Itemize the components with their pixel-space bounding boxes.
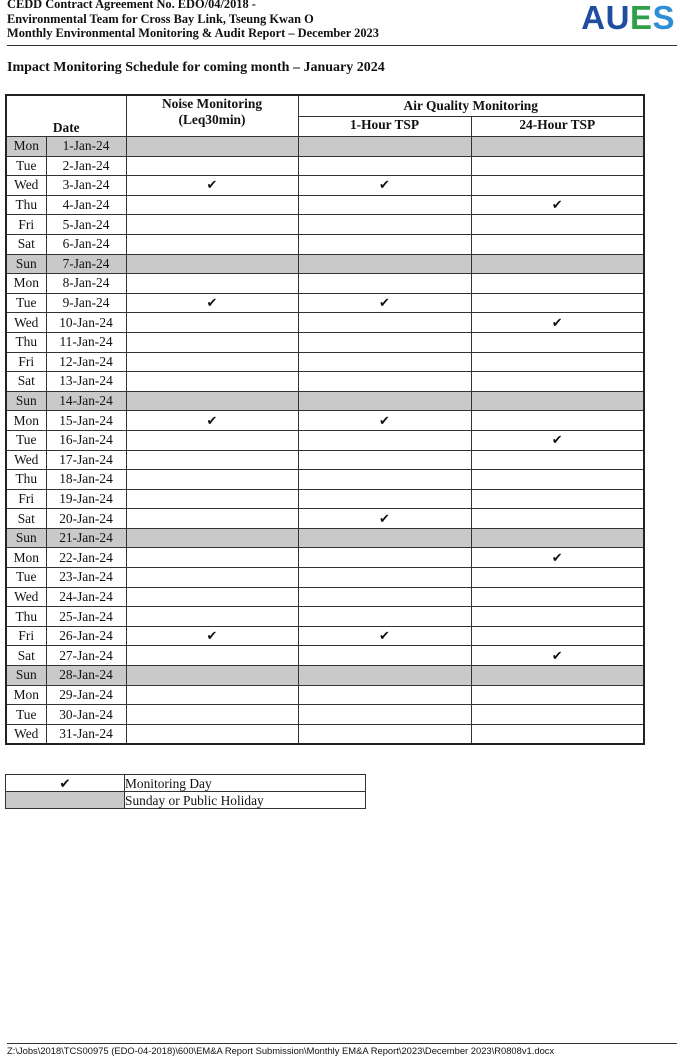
table-row <box>6 646 644 666</box>
day-cell: Sun <box>6 254 46 274</box>
date-cell: 1-Jan-24 <box>46 137 126 157</box>
noise-cell <box>126 274 298 294</box>
tsp24-cell <box>471 137 644 157</box>
day-cell: Wed <box>6 313 46 333</box>
tsp24-cell <box>471 156 644 176</box>
tsp1-cell <box>298 430 471 450</box>
tsp24-cell <box>471 215 644 235</box>
day-cell: Mon <box>6 685 46 705</box>
day-cell: Thu <box>6 607 46 627</box>
tsp24-cell <box>471 489 644 509</box>
legend-table <box>5 774 366 809</box>
date-cell: 29-Jan-24 <box>46 685 126 705</box>
day-cell: Tue <box>6 430 46 450</box>
date-cell: 17-Jan-24 <box>46 450 126 470</box>
date-cell: 23-Jan-24 <box>46 568 126 588</box>
day-cell: Thu <box>6 470 46 490</box>
legend-check-symbol: ✔ <box>6 775 125 792</box>
noise-cell <box>126 509 298 529</box>
tsp24-cell <box>471 528 644 548</box>
date-cell: 12-Jan-24 <box>46 352 126 372</box>
tsp1-cell <box>298 666 471 686</box>
day-cell: Tue <box>6 568 46 588</box>
tsp24-cell <box>471 450 644 470</box>
noise-cell <box>126 411 298 431</box>
table-row <box>6 352 644 372</box>
date-cell: 28-Jan-24 <box>46 666 126 686</box>
check-mark-icon: ✔ <box>206 177 218 193</box>
day-cell: Tue <box>6 156 46 176</box>
table-row <box>6 372 644 392</box>
day-cell: Thu <box>6 332 46 352</box>
monitoring-schedule-table <box>5 94 645 745</box>
day-cell: Mon <box>6 137 46 157</box>
noise-cell <box>126 450 298 470</box>
date-cell: 3-Jan-24 <box>46 176 126 196</box>
tsp1-cell <box>298 313 471 333</box>
date-cell: 20-Jan-24 <box>46 509 126 529</box>
header-text <box>7 0 379 41</box>
day-cell: Sun <box>6 528 46 548</box>
day-cell: Mon <box>6 411 46 431</box>
table-row <box>6 137 644 157</box>
tsp1-cell <box>298 391 471 411</box>
date-cell: 5-Jan-24 <box>46 215 126 235</box>
tsp1-cell <box>298 705 471 725</box>
tsp24-cell <box>471 254 644 274</box>
date-column-header: Date <box>6 95 126 137</box>
date-cell: 25-Jan-24 <box>46 607 126 627</box>
table-row <box>6 234 644 254</box>
check-mark-icon: ✔ <box>379 510 390 526</box>
check-mark-icon: ✔ <box>379 177 390 193</box>
day-cell: Wed <box>6 587 46 607</box>
tsp24-cell <box>471 705 644 725</box>
aues-logo: AUES <box>581 0 675 36</box>
table-row <box>6 666 644 686</box>
table-row <box>6 528 644 548</box>
noise-cell <box>126 528 298 548</box>
check-mark-icon: ✔ <box>551 314 563 330</box>
tsp24-cell <box>471 391 644 411</box>
tsp24-cell <box>471 548 644 568</box>
day-cell: Fri <box>6 352 46 372</box>
section-title: Impact Monitoring Schedule for coming month – January 2024 <box>7 60 385 75</box>
noise-column-header <box>126 95 298 137</box>
check-mark-icon: ✔ <box>551 549 563 565</box>
check-mark-icon: ✔ <box>206 412 218 428</box>
tsp-24hour-header: 24-Hour TSP <box>471 116 644 137</box>
tsp1-cell <box>298 548 471 568</box>
noise-cell <box>126 489 298 509</box>
noise-cell <box>126 234 298 254</box>
date-cell: 2-Jan-24 <box>46 156 126 176</box>
check-mark-icon: ✔ <box>206 295 218 311</box>
tsp1-cell <box>298 489 471 509</box>
header-line-1: CEDD Contract Agreement No. EDO/04/2018 - <box>7 0 256 11</box>
footer-file-path: Z:\Jobs\2018\TCS00975 (EDO-04-2018)\600\EM&A Report Submission\Monthly EM&A Report\2023\December 2023\R0808v1.docx <box>7 1045 555 1056</box>
table-row <box>6 607 644 627</box>
table-row <box>6 685 644 705</box>
tsp1-cell <box>298 332 471 352</box>
date-cell: 21-Jan-24 <box>46 528 126 548</box>
date-cell: 13-Jan-24 <box>46 372 126 392</box>
tsp1-cell <box>298 568 471 588</box>
noise-cell <box>126 391 298 411</box>
noise-cell <box>126 254 298 274</box>
day-cell: Sat <box>6 372 46 392</box>
day-cell: Thu <box>6 195 46 215</box>
noise-header-line1: Noise Monitoring <box>161 96 263 111</box>
table-row <box>6 332 644 352</box>
noise-cell <box>126 724 298 744</box>
tsp24-cell <box>471 607 644 627</box>
header-line-2: Environmental Team for Cross Bay Link, Tseung Kwan O <box>7 11 314 26</box>
day-cell: Wed <box>6 450 46 470</box>
day-cell: Sat <box>6 234 46 254</box>
table-row <box>6 705 644 725</box>
tsp1-cell <box>298 685 471 705</box>
noise-header-line2: (Leq30min) <box>178 112 246 127</box>
table-row <box>6 293 644 313</box>
legend-monitoring-day: Monitoring Day <box>125 775 366 792</box>
noise-cell <box>126 685 298 705</box>
date-cell: 24-Jan-24 <box>46 587 126 607</box>
tsp1-cell <box>298 234 471 254</box>
tsp24-cell <box>471 195 644 215</box>
noise-cell <box>126 293 298 313</box>
tsp1-cell <box>298 509 471 529</box>
tsp1-cell <box>298 156 471 176</box>
day-cell: Sat <box>6 509 46 529</box>
day-cell: Tue <box>6 705 46 725</box>
tsp24-cell <box>471 666 644 686</box>
check-mark-icon: ✔ <box>379 295 390 311</box>
table-row <box>6 176 644 196</box>
day-cell: Mon <box>6 274 46 294</box>
tsp1-cell <box>298 646 471 666</box>
table-row <box>6 724 644 744</box>
check-mark-icon: ✔ <box>551 647 563 663</box>
tsp24-cell <box>471 411 644 431</box>
date-cell: 22-Jan-24 <box>46 548 126 568</box>
noise-cell <box>126 705 298 725</box>
check-mark-icon: ✔ <box>551 197 563 213</box>
noise-cell <box>126 470 298 490</box>
table-row <box>6 430 644 450</box>
tsp1-cell <box>298 215 471 235</box>
check-mark-icon: ✔ <box>379 412 390 428</box>
noise-cell <box>126 176 298 196</box>
tsp1-cell <box>298 724 471 744</box>
date-cell: 27-Jan-24 <box>46 646 126 666</box>
table-row <box>6 254 644 274</box>
day-cell: Wed <box>6 176 46 196</box>
table-row <box>6 548 644 568</box>
tsp1-cell <box>298 587 471 607</box>
noise-cell <box>126 372 298 392</box>
tsp24-cell <box>471 372 644 392</box>
table-row <box>6 450 644 470</box>
table-row <box>6 313 644 333</box>
noise-cell <box>126 568 298 588</box>
tsp-1hour-header: 1-Hour TSP <box>298 116 471 137</box>
day-cell: Fri <box>6 489 46 509</box>
tsp1-cell <box>298 176 471 196</box>
page-header <box>7 0 677 46</box>
tsp24-cell <box>471 509 644 529</box>
footer-divider <box>7 1043 677 1044</box>
day-cell: Sun <box>6 391 46 411</box>
tsp1-cell <box>298 254 471 274</box>
date-cell: 10-Jan-24 <box>46 313 126 333</box>
table-row <box>6 489 644 509</box>
legend-sunday-holiday: Sunday or Public Holiday <box>125 792 366 809</box>
tsp24-cell <box>471 646 644 666</box>
check-mark-icon: ✔ <box>551 432 563 448</box>
noise-cell <box>126 607 298 627</box>
noise-cell <box>126 646 298 666</box>
noise-cell <box>126 626 298 646</box>
date-cell: 19-Jan-24 <box>46 489 126 509</box>
tsp24-cell <box>471 724 644 744</box>
date-cell: 6-Jan-24 <box>46 234 126 254</box>
noise-cell <box>126 587 298 607</box>
tsp1-cell <box>298 352 471 372</box>
noise-cell <box>126 137 298 157</box>
table-row <box>6 587 644 607</box>
date-cell: 31-Jan-24 <box>46 724 126 744</box>
date-cell: 14-Jan-24 <box>46 391 126 411</box>
tsp24-cell <box>471 313 644 333</box>
noise-cell <box>126 548 298 568</box>
date-cell: 9-Jan-24 <box>46 293 126 313</box>
date-cell: 15-Jan-24 <box>46 411 126 431</box>
date-cell: 11-Jan-24 <box>46 332 126 352</box>
noise-cell <box>126 313 298 333</box>
noise-cell <box>126 332 298 352</box>
date-cell: 8-Jan-24 <box>46 274 126 294</box>
tsp1-cell <box>298 626 471 646</box>
date-cell: 4-Jan-24 <box>46 195 126 215</box>
check-mark-icon: ✔ <box>206 628 218 644</box>
day-cell: Wed <box>6 724 46 744</box>
table-row <box>6 509 644 529</box>
table-row <box>6 391 644 411</box>
tsp24-cell <box>471 685 644 705</box>
noise-cell <box>126 215 298 235</box>
day-cell: Tue <box>6 293 46 313</box>
table-row <box>6 470 644 490</box>
tsp1-cell <box>298 411 471 431</box>
day-cell: Fri <box>6 626 46 646</box>
tsp24-cell <box>471 274 644 294</box>
tsp24-cell <box>471 430 644 450</box>
legend-grey-swatch <box>6 792 125 809</box>
tsp24-cell <box>471 568 644 588</box>
tsp24-cell <box>471 470 644 490</box>
tsp1-cell <box>298 195 471 215</box>
table-row <box>6 626 644 646</box>
day-cell: Sat <box>6 646 46 666</box>
tsp24-cell <box>471 587 644 607</box>
day-cell: Mon <box>6 548 46 568</box>
tsp24-cell <box>471 626 644 646</box>
date-cell: 26-Jan-24 <box>46 626 126 646</box>
date-cell: 30-Jan-24 <box>46 705 126 725</box>
tsp24-cell <box>471 352 644 372</box>
day-cell: Fri <box>6 215 46 235</box>
check-mark-icon: ✔ <box>379 628 390 644</box>
tsp1-cell <box>298 607 471 627</box>
table-row <box>6 195 644 215</box>
date-cell: 16-Jan-24 <box>46 430 126 450</box>
tsp1-cell <box>298 372 471 392</box>
tsp1-cell <box>298 293 471 313</box>
table-row <box>6 568 644 588</box>
table-row <box>6 411 644 431</box>
table-row <box>6 274 644 294</box>
noise-cell <box>126 352 298 372</box>
day-cell: Sun <box>6 666 46 686</box>
noise-cell <box>126 666 298 686</box>
noise-cell <box>126 195 298 215</box>
tsp1-cell <box>298 137 471 157</box>
header-line-3: Monthly Environmental Monitoring & Audit Report – December 2023 <box>7 26 379 41</box>
tsp1-cell <box>298 528 471 548</box>
schedule-body <box>6 137 644 745</box>
tsp1-cell <box>298 450 471 470</box>
noise-cell <box>126 430 298 450</box>
tsp24-cell <box>471 176 644 196</box>
tsp1-cell <box>298 274 471 294</box>
noise-cell <box>126 156 298 176</box>
date-cell: 18-Jan-24 <box>46 470 126 490</box>
table-row <box>6 215 644 235</box>
air-quality-header: Air Quality Monitoring <box>298 95 644 116</box>
tsp24-cell <box>471 332 644 352</box>
date-cell: 7-Jan-24 <box>46 254 126 274</box>
tsp24-cell <box>471 293 644 313</box>
tsp24-cell <box>471 234 644 254</box>
table-row <box>6 156 644 176</box>
tsp1-cell <box>298 470 471 490</box>
